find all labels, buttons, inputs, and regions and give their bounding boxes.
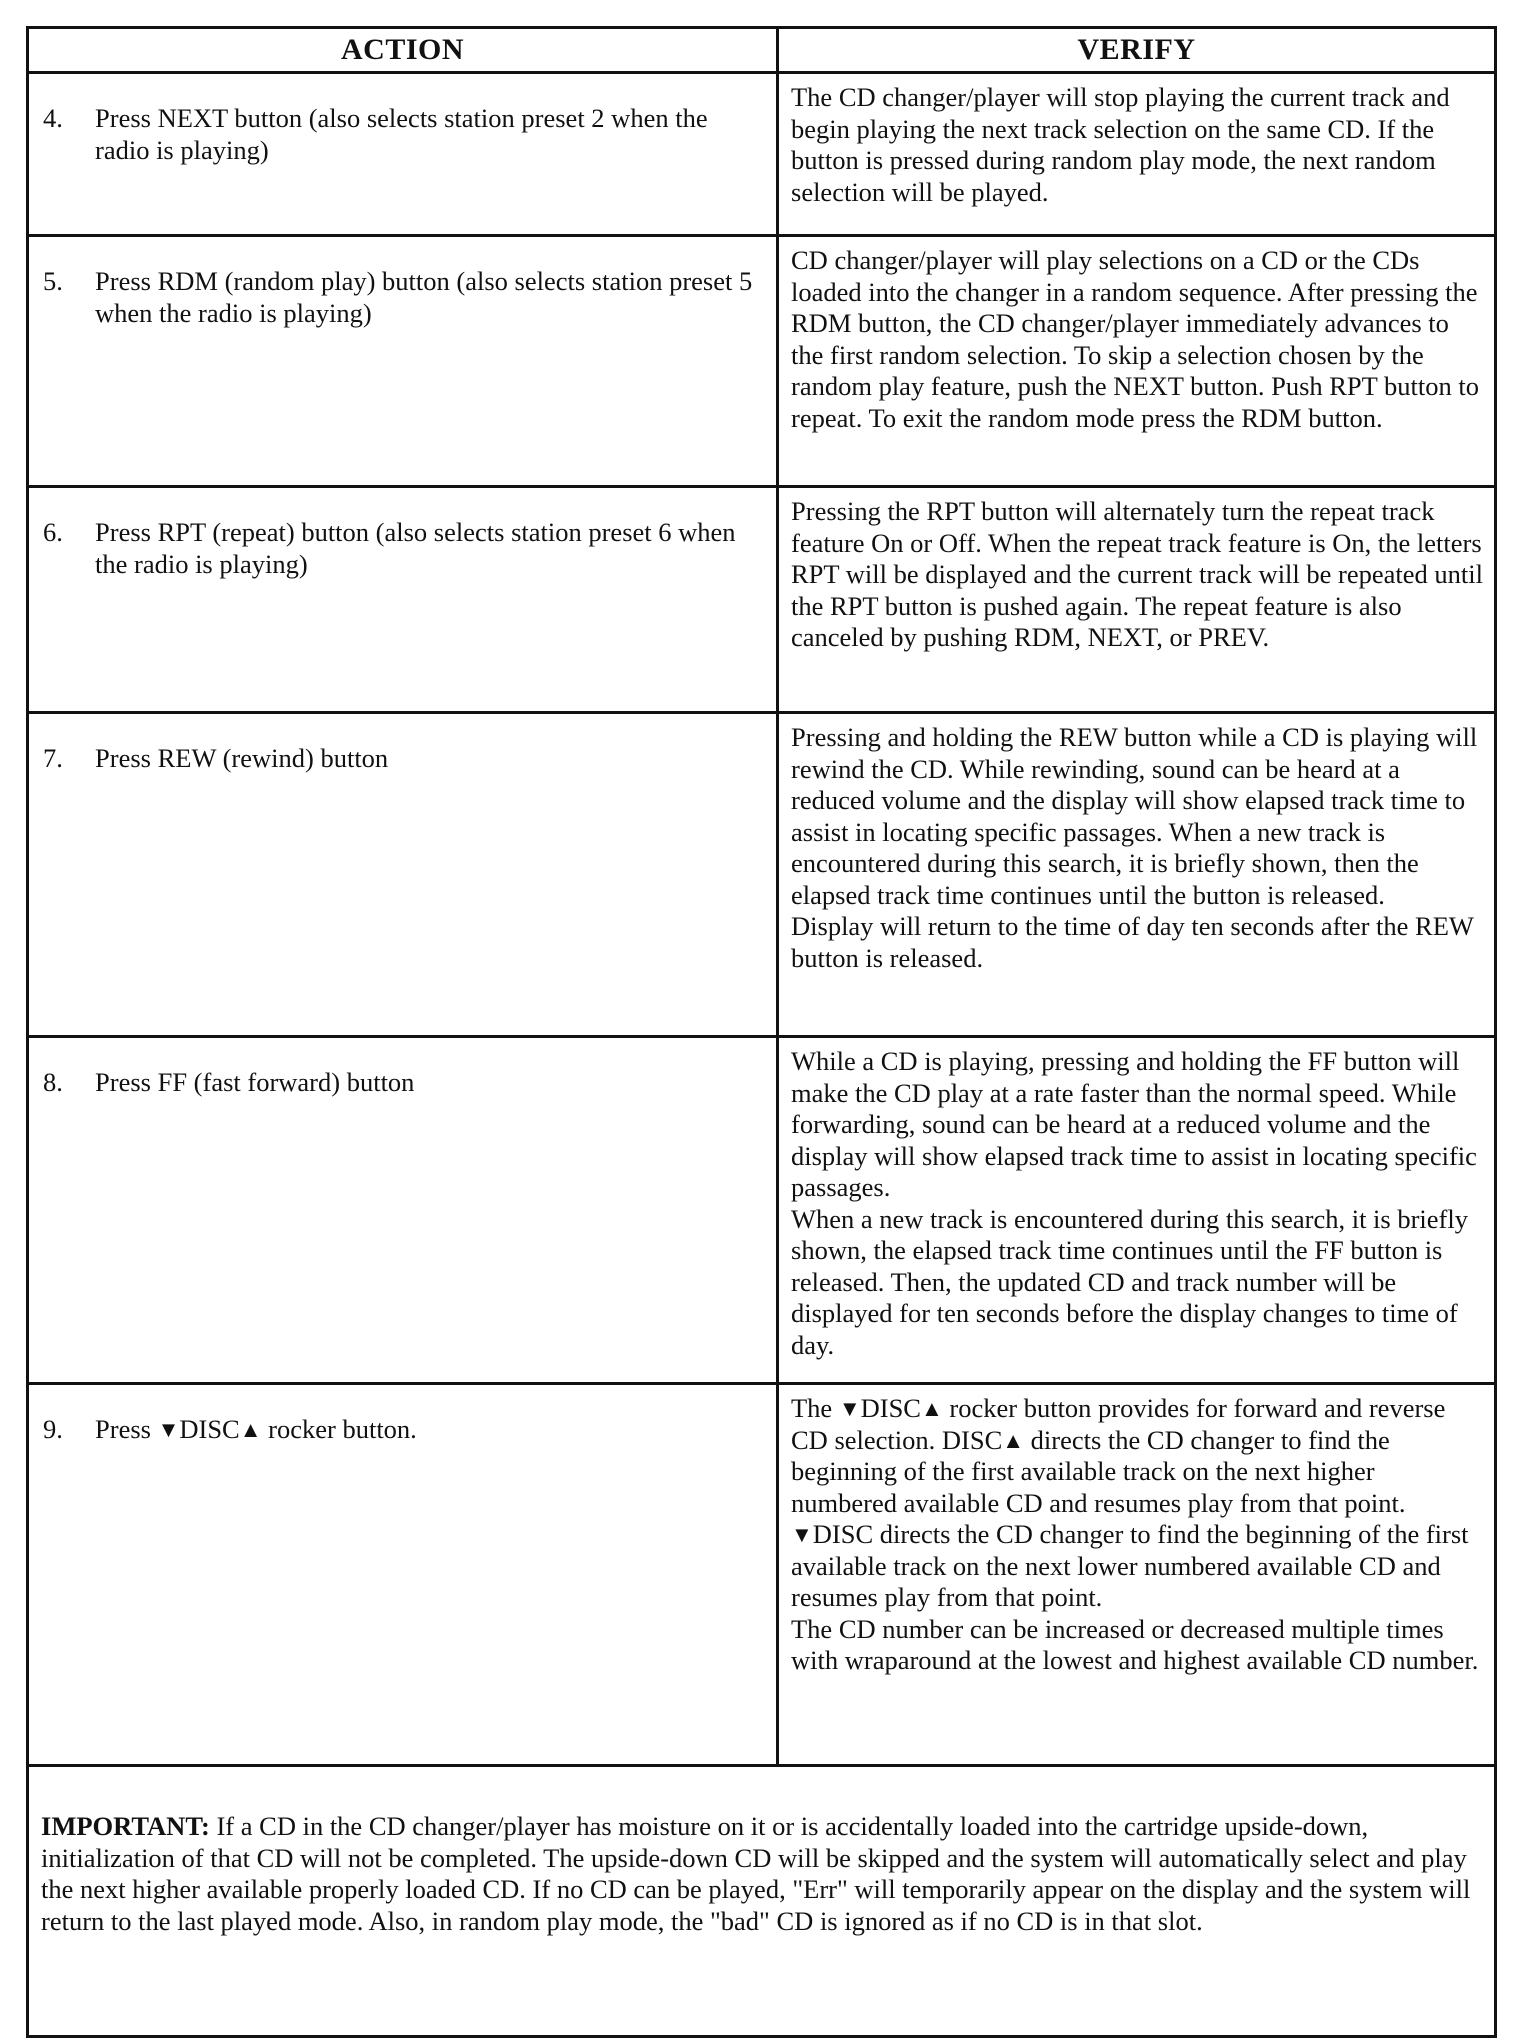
action-text: Press RDM (random play) button (also selects station preset 5 when the radio is playing) [95, 266, 753, 328]
action-suffix: rocker button. [261, 1414, 417, 1444]
table-row [28, 713, 1496, 1037]
action-text: Press FF (fast forward) button [95, 1067, 415, 1097]
action-text [95, 1413, 756, 1446]
verify-text: Display will return to the time of day ten seconds after the REW button is released. [791, 911, 1474, 973]
action-cell [28, 1037, 778, 1384]
action-header: ACTION [28, 28, 778, 73]
table-row [28, 1037, 1496, 1384]
verify-text [791, 1519, 1484, 1614]
action-cell [28, 73, 778, 236]
triangle-up-icon: ▲ [921, 1396, 943, 1421]
step-number: 8. [43, 1067, 63, 1097]
verify-cell [778, 73, 1496, 236]
verify-text [791, 1393, 1484, 1519]
action-text: Press REW (rewind) button [95, 743, 389, 773]
important-note [28, 1766, 1496, 2037]
table-row [28, 1384, 1496, 1766]
important-label: IMPORTANT: [41, 1811, 210, 1841]
verify-text: Pressing and holding the REW button while a CD is playing will rewind the CD. While rewinding, sound can be heard at a reduced volume and the display will show elapsed track time to assist in locating specific passages. When a new track is encountered during this search, it is briefly shown, then the elapsed track time continues until the button is released. [791, 722, 1478, 910]
verify-fragment: directs the CD changer to find the beginning of the first available track on the next higher numbered available CD and resumes play from that point. [791, 1424, 1406, 1518]
triangle-up-icon: ▲ [1002, 1427, 1025, 1453]
verify-cell [778, 487, 1496, 713]
verify-cell [778, 713, 1496, 1037]
verify-fragment: DISC directs the CD changer to find the beginning of the first available track on the next lower numbered available CD and resumes play from that point. [791, 1519, 1469, 1612]
disc-label: DISC [860, 1393, 921, 1423]
verify-text: CD changer/player will play selections on a CD or the CDs loaded into the changer in a random sequence. After pressing the RDM button, the CD changer/player immediately advances to the first random selection. To skip a selection chosen by the random play feature, push the NEXT button. Push RPT button to repeat. To exit the random mode press the RDM button. [791, 245, 1479, 433]
verify-cell [778, 1384, 1496, 1766]
table-row [28, 236, 1496, 487]
triangle-down-icon: ▼ [838, 1396, 861, 1421]
verify-text: The CD number can be increased or decreased multiple times with wraparound at the lowest and highest available CD number. [791, 1613, 1479, 1675]
action-cell [28, 236, 778, 487]
action-prefix: Press [95, 1414, 158, 1444]
important-row [28, 1766, 1496, 2037]
important-text: If a CD in the CD changer/player has moisture on it or is accidentally loaded into the cartridge upside-down, initialization of that CD will not be completed. The upside-down CD will be skipped and the system will automatically select and play the next higher available properly loaded CD. If no CD can be played, "Err" will temporarily appear on the display and the system will return to the last played mode. Also, in random play mode, the "bad" CD is ignored as if no CD is in that slot. [41, 1811, 1471, 1936]
disc-label: DISC [179, 1414, 240, 1444]
step-number: 6. [43, 517, 63, 547]
verify-fragment: rocker button provides for forward and reverse CD selection. DISC [791, 1393, 1446, 1455]
action-cell [28, 487, 778, 713]
step-number: 7. [43, 743, 63, 773]
triangle-down-icon: ▼ [157, 1417, 180, 1442]
action-cell [28, 713, 778, 1037]
triangle-up-icon: ▲ [239, 1417, 262, 1442]
action-verify-table [26, 26, 1497, 2038]
verify-cell [778, 236, 1496, 487]
header-row [28, 28, 1496, 73]
verify-text: The CD changer/player will stop playing the current track and begin playing the next track selection on the same CD. If the button is pressed during random play mode, the next random selection will be played. [791, 82, 1450, 207]
triangle-down-icon: ▼ [791, 1522, 813, 1547]
verify-text: While a CD is playing, pressing and holding the FF button will make the CD play at a rate faster than the normal speed. While forwarding, sound can be heard at a reduced volume and the display will show elapsed track time to assist in locating specific passages. [791, 1046, 1477, 1202]
step-number: 9. [43, 1414, 63, 1444]
verify-header: VERIFY [778, 28, 1496, 73]
step-number: 5. [43, 266, 63, 296]
verify-text: When a new track is encountered during this search, it is briefly shown, the elapsed track time continues until the FF button is released. Then, the updated CD and track number will be displayed for ten seconds before the display changes to time of day. [791, 1203, 1468, 1360]
step-number: 4. [43, 103, 63, 133]
action-cell [28, 1384, 778, 1766]
table-row [28, 73, 1496, 236]
table-row [28, 487, 1496, 713]
action-text: Press NEXT button (also selects station preset 2 when the radio is playing) [95, 103, 708, 165]
verify-text: Pressing the RPT button will alternately turn the repeat track feature On or Off. When the repeat track feature is On, the letters RPT will be displayed and the current track will be repeated until the RPT button is pushed again. The repeat feature is also canceled by pushing RDM, NEXT, or PREV. [791, 496, 1483, 652]
verify-cell [778, 1037, 1496, 1384]
action-text: Press RPT (repeat) button (also selects station preset 6 when the radio is playing) [95, 517, 736, 579]
verify-fragment: The [791, 1393, 839, 1423]
